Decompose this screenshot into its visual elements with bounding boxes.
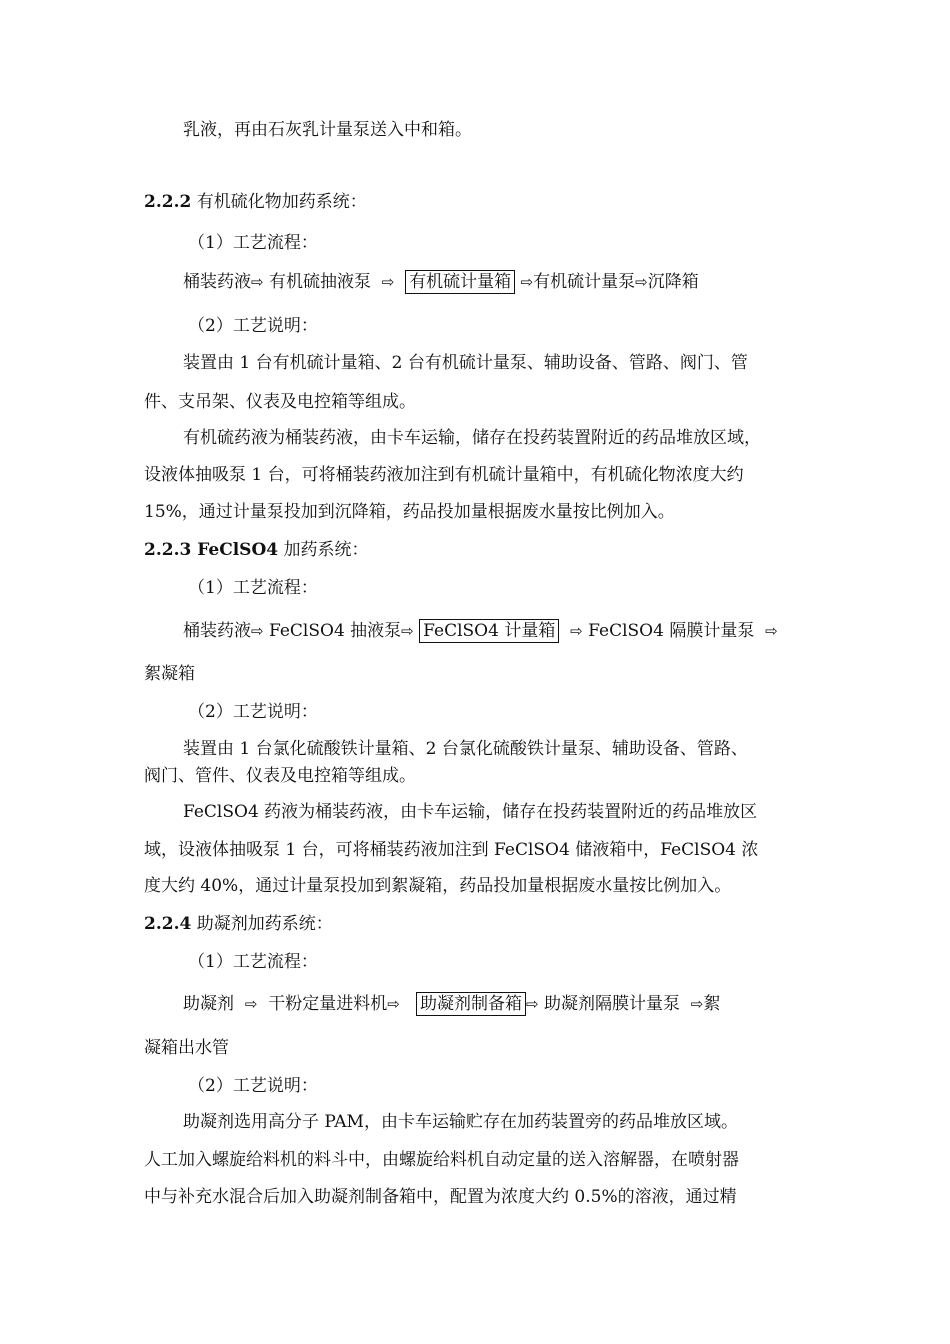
flow-continuation: 凝箱出水管: [144, 1038, 229, 1058]
intro-line: 乳液，再由石灰乳计量泵送入中和箱。: [183, 120, 472, 140]
arrow-icon: ⇨: [690, 995, 704, 1013]
section-title: 加药系统：: [283, 540, 369, 560]
section-title: 助凝剂加药系统：: [196, 914, 333, 934]
flow-label: （1）工艺流程：: [188, 233, 318, 253]
paragraph-line: 人工加入螺旋给料机的料斗中，由螺旋给料机自动定量的送入溶解器，在喷射器: [144, 1150, 739, 1170]
flow-step: 桶装药液: [183, 621, 251, 641]
flow-step: 桶装药液: [183, 272, 251, 292]
section-heading-2-2-3: [144, 538, 369, 562]
section-number: 2.2.4: [144, 914, 192, 934]
process-flow-2-2-4: [183, 992, 720, 1016]
paragraph-line: 15%，通过计量泵投加到沉降箱，药品投加量根据废水量按比例加入。: [144, 502, 675, 522]
section-number: 2.2.3 FeClSO4: [144, 540, 279, 560]
paragraph-line: 设液体抽吸泵 1 台，可将桶装药液加注到有机硫计量箱中，有机硫化物浓度大约: [144, 465, 744, 485]
arrow-icon: ⇨: [526, 995, 539, 1013]
flow-step: FeClSO4 抽液泵: [268, 621, 402, 641]
flow-label: （1）工艺流程：: [188, 578, 318, 598]
flow-step-boxed: 助凝剂制备箱: [416, 992, 526, 1016]
arrow-icon: ⇨: [251, 273, 264, 291]
paragraph-line: FeClSO4 药液为桶装药液，由卡车运输，储存在投药装置附近的药品堆放区: [183, 802, 758, 822]
arrow-icon: ⇨: [520, 273, 534, 291]
section-heading-2-2-2: [144, 190, 367, 214]
process-flow-2-2-3: [183, 619, 778, 643]
arrow-icon: ⇨: [387, 995, 400, 1013]
paragraph-line: 域，设液体抽吸泵 1 台，可将桶装药液加注到 FeClSO4 储液箱中，FeClSO4 浓: [144, 840, 759, 860]
flow-step: 助凝剂隔膜计量泵: [543, 994, 680, 1014]
desc-label: （2）工艺说明：: [188, 702, 318, 722]
paragraph-line: 度大约 40%，通过计量泵投加到絮凝箱，药品投加量根据废水量按比例加入。: [144, 876, 732, 896]
arrow-icon: ⇨: [765, 622, 778, 640]
process-flow-2-2-2: [183, 270, 699, 294]
paragraph-line: 装置由 1 台有机硫计量箱、2 台有机硫计量泵、辅助设备、管路、阀门、管: [183, 353, 748, 373]
flow-step-boxed: FeClSO4 计量箱: [419, 619, 559, 643]
desc-label: （2）工艺说明：: [188, 1076, 318, 1096]
arrow-icon: ⇨: [401, 622, 414, 640]
paragraph-line: 助凝剂选用高分子 PAM，由卡车运输贮存在加药装置旁的药品堆放区域。: [183, 1112, 738, 1132]
arrow-icon: ⇨: [244, 995, 258, 1013]
arrow-icon: ⇨: [570, 622, 583, 640]
flow-step: FeClSO4 隔膜计量泵: [588, 621, 755, 641]
arrow-icon: ⇨: [381, 273, 395, 291]
flow-label: （1）工艺流程：: [188, 952, 318, 972]
flow-step-boxed: 有机硫计量箱: [405, 270, 515, 294]
section-heading-2-2-4: [144, 912, 333, 936]
flow-step: 助凝剂: [183, 994, 234, 1014]
section-title: 有机硫化物加药系统：: [196, 192, 367, 212]
flow-step: 干粉定量进料机: [268, 994, 388, 1014]
paragraph-line: 有机硫药液为桶装药液，由卡车运输，储存在投药装置附近的药品堆放区域，: [183, 428, 761, 448]
paragraph-line: 阀门、管件、仪表及电控箱等组成。: [144, 766, 416, 786]
flow-step: 有机硫抽液泵: [268, 272, 371, 292]
paragraph-line: 中与补充水混合后加入助凝剂制备箱中，配置为浓度大约 0.5%的溶液，通过精: [144, 1187, 737, 1207]
arrow-icon: ⇨: [635, 273, 648, 291]
paragraph-line: 装置由 1 台氯化硫酸铁计量箱、2 台氯化硫酸铁计量泵、辅助设备、管路、: [183, 739, 748, 759]
flow-continuation: 絮凝箱: [144, 664, 195, 684]
flow-step: 沉降箱: [647, 272, 699, 292]
desc-label: （2）工艺说明：: [188, 316, 318, 336]
section-number: 2.2.2: [144, 192, 192, 212]
paragraph-line: 件、支吊架、仪表及电控箱等组成。: [144, 392, 416, 412]
arrow-icon: ⇨: [251, 622, 264, 640]
flow-step: 有机硫计量泵: [533, 272, 636, 292]
flow-step: 絮: [703, 994, 721, 1014]
